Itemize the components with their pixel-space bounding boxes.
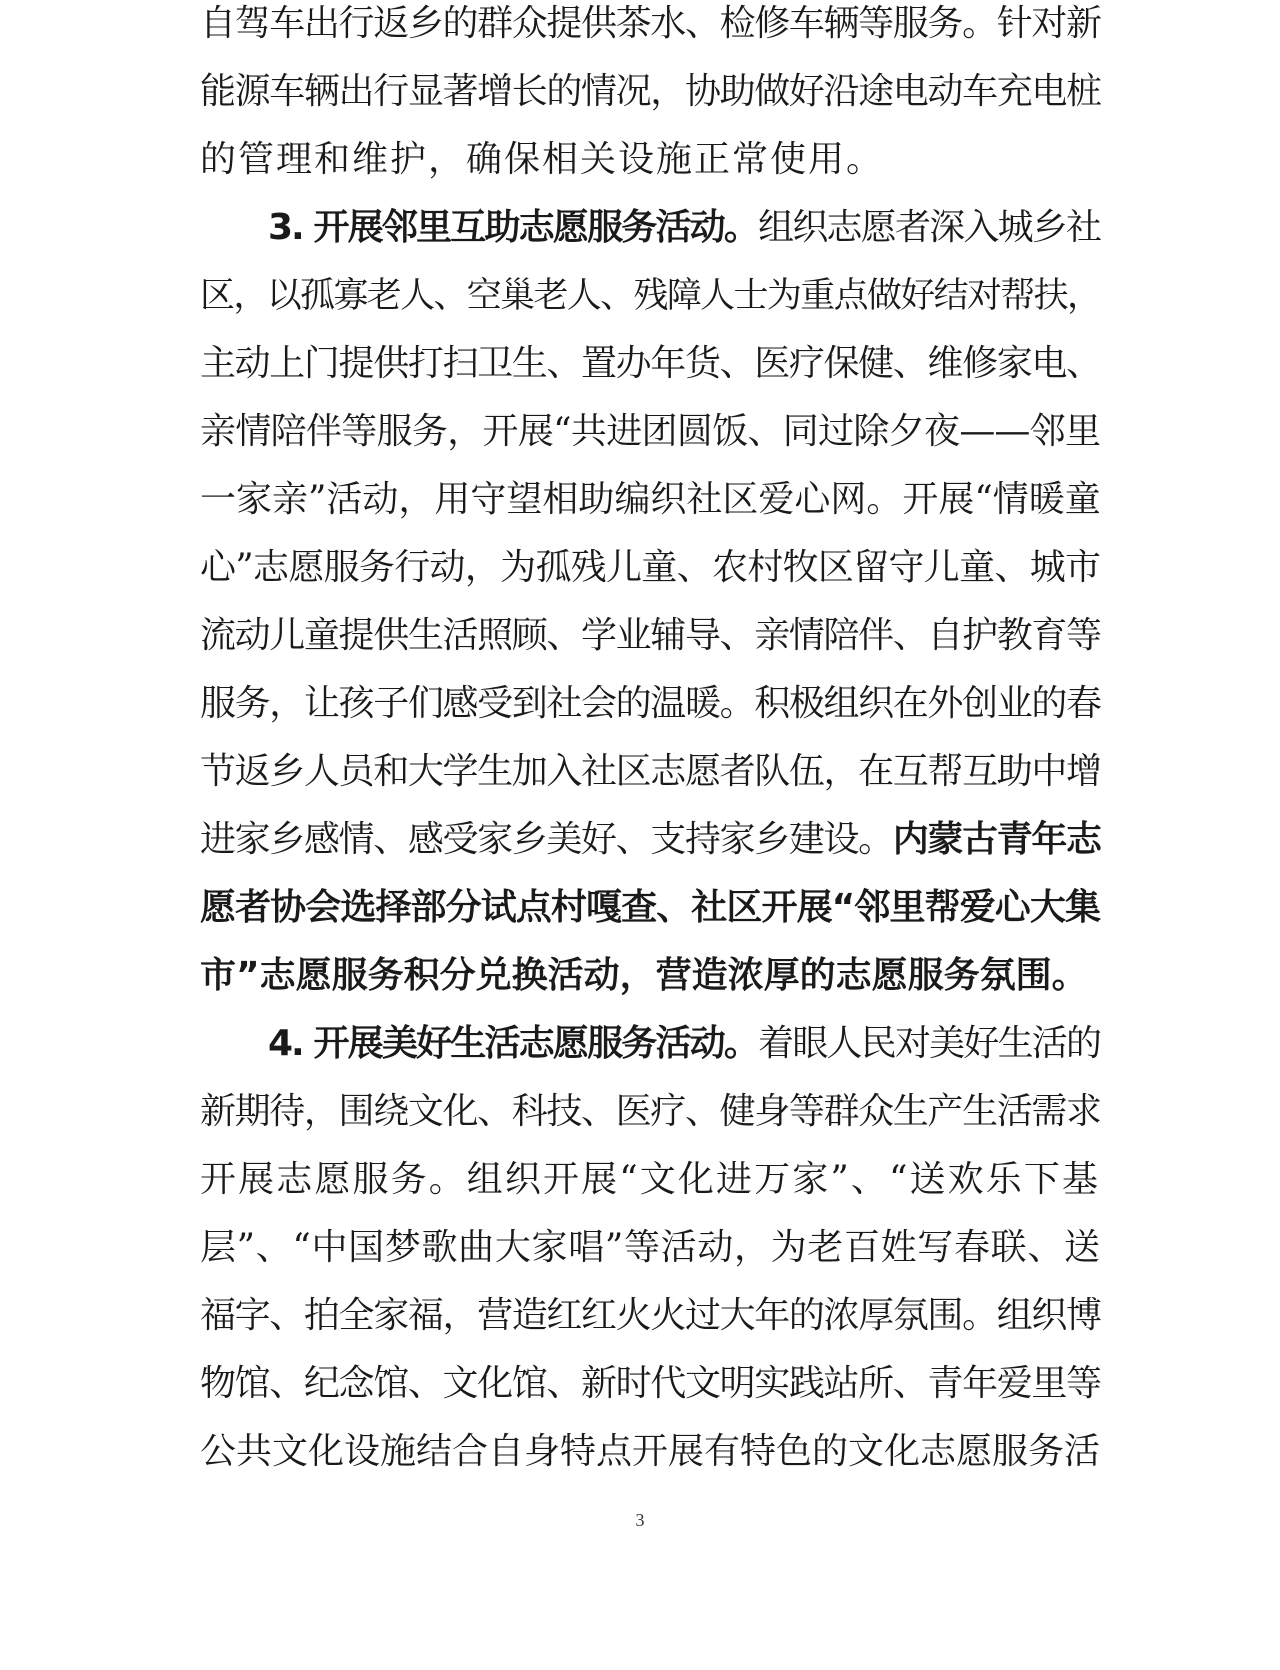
- body-line: 区，以孤寡老人、空巢老人、残障人士为重点做好结对帮扶，: [200, 276, 1100, 316]
- body-text: 进家乡感情、感受家乡美好、支持家乡建设。: [200, 819, 893, 860]
- body-line: 节返乡人员和大学生加入社区志愿者队伍，在互帮互助中增: [200, 751, 1100, 792]
- body-line: 主动上门提供打扫卫生、置办年货、医疗保健、维修家电、: [200, 343, 1100, 384]
- bold-line: 市”志愿服务积分兑换活动，营造浓厚的志愿服务氛围。: [200, 955, 1088, 996]
- section-heading: 4. 开展美好生活志愿服务活动。: [268, 1023, 759, 1064]
- body-line: 一家亲”活动，用守望相助编织社区爱心网。开展“情暖童: [200, 479, 1101, 520]
- body-line: 心”志愿服务行动，为孤残儿童、农村牧区留守儿童、城市: [200, 547, 1100, 588]
- body-line: 能源车辆出行显著增长的情况，协助做好沿途电动车充电桩: [200, 71, 1100, 112]
- body-line: 物馆、纪念馆、文化馆、新时代文明实践站所、青年爱里等: [200, 1363, 1100, 1404]
- body-line: 服务，让孩子们感受到社会的温暖。积极组织在外创业的春: [200, 683, 1100, 724]
- body-text: 着眼人民对美好生活的: [758, 1023, 1100, 1064]
- body-line: 自驾车出行返乡的群众提供茶水、检修车辆等服务。针对新: [200, 3, 1100, 44]
- paragraph-first-line: [268, 200, 1100, 256]
- body-line: 福字、拍全家福，营造红红火火过大年的浓厚氛围。组织博: [200, 1295, 1100, 1336]
- paragraph-first-line: [268, 1016, 1100, 1072]
- body-line: 亲情陪伴等服务，开展“共进团圆饭、同过除夕夜——邻里: [200, 411, 1100, 452]
- body-line: 公共文化设施结合自身特点开展有特色的文化志愿服务活: [200, 1431, 1101, 1472]
- mixed-line: [200, 812, 1100, 868]
- body-text: 组织志愿者深入城乡社: [758, 207, 1100, 248]
- body-line: 层”、“中国梦歌曲大家唱”等活动，为老百姓写春联、送: [200, 1227, 1100, 1268]
- bold-line: 愿者协会选择部分试点村嘎查、社区开展“邻里帮爱心大集: [200, 887, 1100, 928]
- body-line: 的管理和维护，确保相关设施正常使用。: [200, 139, 885, 180]
- page-number: 3: [635, 1510, 645, 1530]
- bold-text: 内蒙古青年志: [892, 819, 1100, 860]
- section-heading: 3. 开展邻里互助志愿服务活动。: [268, 207, 759, 248]
- body-line: 流动儿童提供生活照顾、学业辅导、亲情陪伴、自护教育等: [200, 615, 1100, 656]
- body-line: 新期待，围绕文化、科技、医疗、健身等群众生产生活需求: [200, 1091, 1100, 1132]
- body-line: 开展志愿服务。组织开展“文化进万家”、“送欢乐下基: [200, 1159, 1100, 1200]
